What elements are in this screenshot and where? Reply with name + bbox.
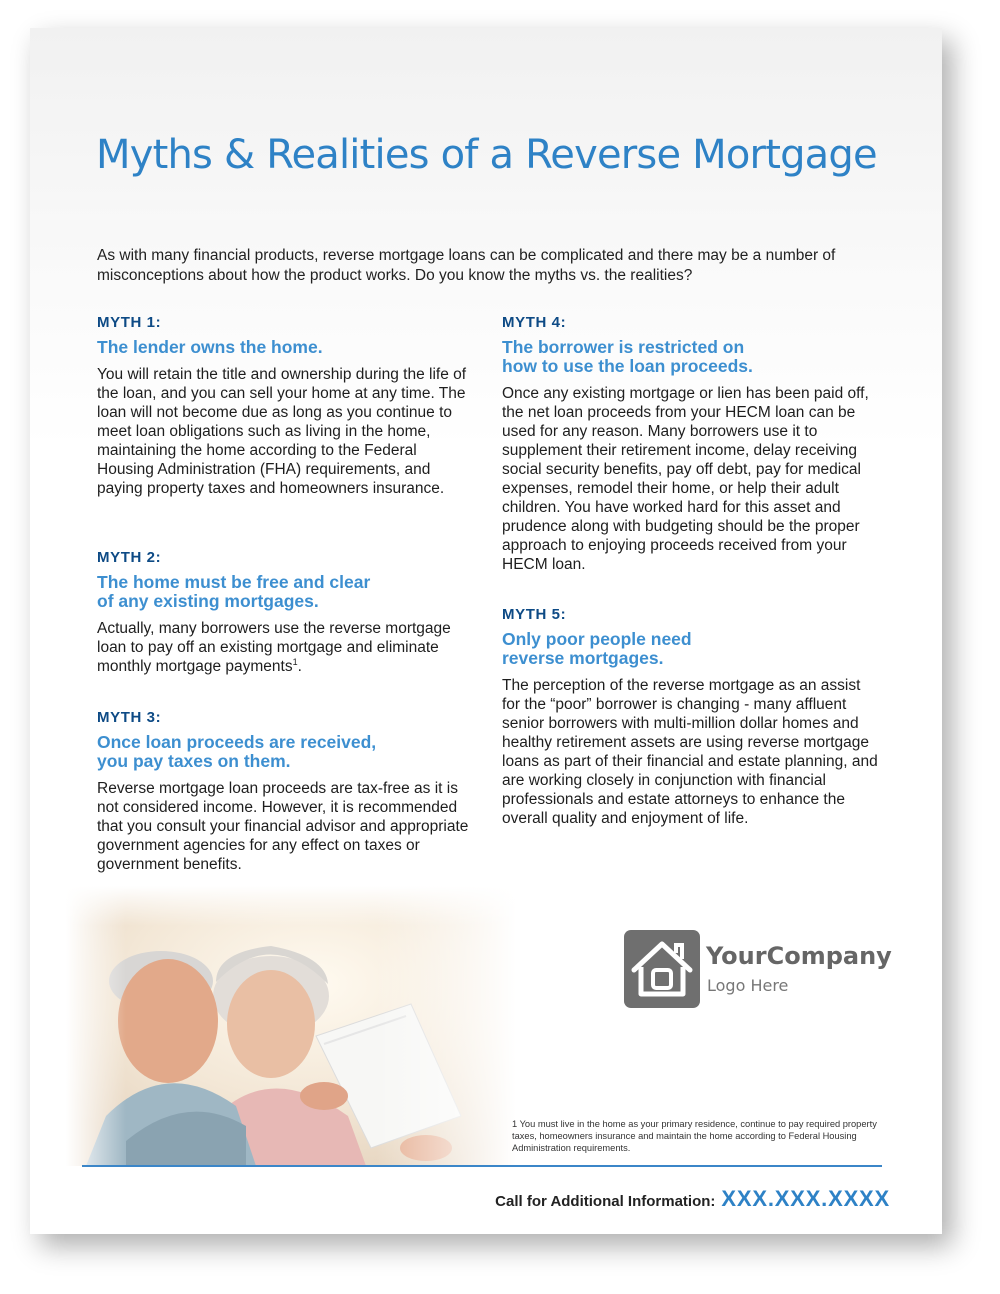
myth-3-heading: Once loan proceeds are received, you pay taxes on them. — [97, 732, 377, 771]
house-icon — [624, 930, 700, 1008]
myth-1-heading: The lender owns the home. — [97, 337, 323, 357]
myth-5-heading: Only poor people need reverse mortgages. — [502, 629, 692, 668]
myth-1-section — [97, 314, 477, 498]
footnote-reference: 1 — [292, 656, 298, 667]
myth-5-section — [502, 606, 882, 828]
myth-5-body: The perception of the reverse mortgage as an assist for the “poor” borrower is changing - many affluent senior borrowers with multi-million dollar homes and healthy retirement assets are using reverse mortgage loans as part of their financial and estate planning, and are working closely in conjunction with financial professionals and estate attorneys to enhance the overall quality and enjoyment of life. — [502, 677, 878, 827]
myth-2-section — [97, 549, 477, 676]
page-title: Myths & Realities of a Reverse Mortgage — [96, 132, 877, 178]
myth-3-body: Reverse mortgage loan proceeds are tax-free as it is not considered income. However, it is recommended that you consult your financial advisor and appropriate government agencies for any effect on taxes or government benefits. — [97, 780, 469, 873]
myth-2-heading: The home must be free and clear of any existing mortgages. — [97, 572, 371, 611]
logo-tile — [624, 930, 700, 1008]
cta-label: Call for Additional Information: — [495, 1193, 716, 1210]
myth-2-label: MYTH 2: — [97, 549, 162, 566]
myth-4-body: Once any existing mortgage or lien has been paid off, the net loan proceeds from your HECM loan can be used for any reason. Many borrowers use it to supplement their retirement income, delay receiving social security benefits, pay off debt, pay for medical expenses, remodel their home, or help their adult children. You have worked hard for this asset and prudence along with budgeting should be the proper approach to enjoying proceeds received from your HECM loan. — [502, 385, 869, 573]
company-logo — [624, 930, 894, 1012]
myth-1-label: MYTH 1: — [97, 314, 162, 331]
footnote: 1 You must live in the home as your primary residence, continue to pay required property taxes, homeowners insurance and maintain the home according to Federal Housing Administration requirements. — [512, 1119, 877, 1153]
myth-3-label: MYTH 3: — [97, 709, 162, 726]
myth-5-label: MYTH 5: — [502, 606, 567, 623]
myth-2-body-text: Actually, many borrowers use the reverse mortgage loan to pay off an existing mortgage and eliminate monthly mortgage payments — [97, 620, 451, 675]
myth-4-section — [502, 314, 882, 574]
senior-couple-photo — [66, 886, 516, 1166]
cta-phone-number: XXX.XXX.XXXX — [721, 1186, 890, 1211]
footer-divider — [82, 1165, 882, 1167]
logo-company-name: YourCompany — [706, 942, 892, 970]
logo-subtitle: Logo Here — [707, 976, 789, 995]
myth-2-body — [97, 619, 477, 676]
myth-3-section — [97, 709, 477, 874]
myth-2-body-period: . — [297, 658, 302, 675]
myth-1-body: You will retain the title and ownership during the life of the loan, and you can sell your home at any time. The loan will not become due as long as you continue to meet loan obligations such as living in the home, maintaining the home according to the Federal Housing Administration (FHA) requirements, and paying property taxes and homeowners insurance. — [97, 366, 467, 497]
myth-4-label: MYTH 4: — [502, 314, 567, 331]
intro-paragraph: As with many financial products, reverse mortgage loans can be complicated and there may be a number of misconceptions about how the product works. Do you know the myths vs. the realities? — [97, 247, 836, 284]
flyer-page — [30, 28, 942, 1234]
myth-4-heading: The borrower is restricted on how to use the loan proceeds. — [502, 337, 753, 376]
call-to-action — [495, 1186, 890, 1212]
